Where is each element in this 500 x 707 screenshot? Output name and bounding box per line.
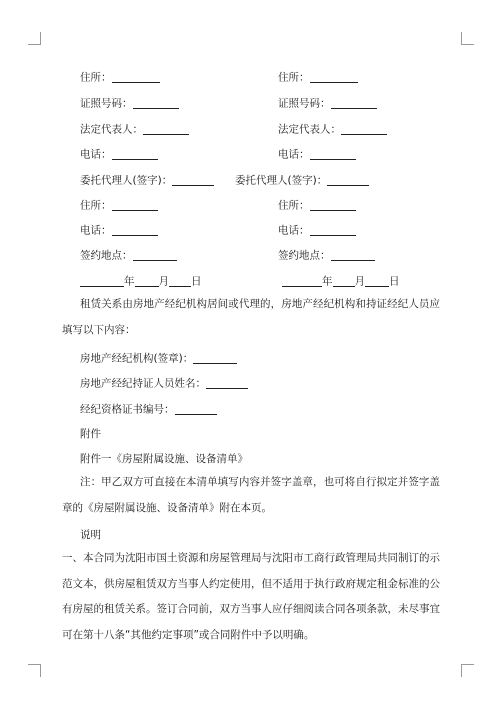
lessor-legal-rep-field: 法定代表人： <box>80 123 189 135</box>
lessor-agent-phone-field: 电话： <box>80 224 158 236</box>
attachment-note: 注：甲乙双方可直接在本清单填写内容并签字盖章，也可将自行拟定并签字盖章的《房屋附属设施、设备清单》附在本页。 <box>62 476 440 514</box>
lessor-agent-field: 委托代理人(签字)： <box>80 174 214 186</box>
explanation-heading: 说明 <box>80 529 101 541</box>
lessee-license-field: 证照号码： <box>278 97 377 109</box>
lessor-sign-date: 年 月 日 <box>80 275 202 287</box>
lessee-phone-field: 电话： <box>278 148 356 160</box>
crop-mark-bottom-left <box>28 664 41 677</box>
lessee-address-field: 住所： <box>278 71 358 83</box>
attachment-one-title: 附件一《房屋附属设施、设备清单》 <box>80 453 248 465</box>
crop-mark-top-right <box>461 32 474 45</box>
lessor-license-field: 证照号码： <box>80 97 179 109</box>
lessor-agent-address-field: 住所： <box>80 199 158 211</box>
crop-mark-top-left <box>28 32 41 45</box>
intermediary-note: 租赁关系由房地产经纪机构居间或代理的，房地产经纪机构和持证经纪人员应填写以下内容： <box>62 298 440 336</box>
broker-cert-no-field: 经纪资格证书编号： <box>80 403 217 415</box>
broker-agent-name-field: 房地产经纪持证人员姓名： <box>80 377 248 389</box>
lessor-address-field: 住所： <box>80 71 160 83</box>
crop-mark-bottom-right <box>461 664 474 677</box>
lessee-sign-date: 年 月 日 <box>282 275 400 287</box>
lessee-agent-phone-field: 电话： <box>278 224 356 236</box>
broker-agency-field: 房地产经纪机构(签章)： <box>80 352 237 364</box>
lessor-phone-field: 电话： <box>80 148 158 160</box>
lessor-sign-place-field: 签约地点： <box>80 249 177 261</box>
lessee-agent-field: 委托代理人(签字)： <box>235 174 369 186</box>
lessee-agent-address-field: 住所： <box>278 199 356 211</box>
lessee-sign-place-field: 签约地点： <box>278 249 375 261</box>
attachment-heading: 附件 <box>80 428 101 440</box>
explanation-text: 一、本合同为沈阳市国土资源和房屋管理局与沈阳市工商行政管理局共同制订的示范文本，供房屋租赁双方当事人约定使用，但不适用于执行政府规定租金标准的公有房屋的租赁关系。签订合同前，双方当事人应仔细阅读合同各项条款，未尽事宜可在第十八条“其他约定事项”或合同附件中予以明确。 <box>62 552 440 641</box>
lessee-legal-rep-field: 法定代表人： <box>278 123 387 135</box>
